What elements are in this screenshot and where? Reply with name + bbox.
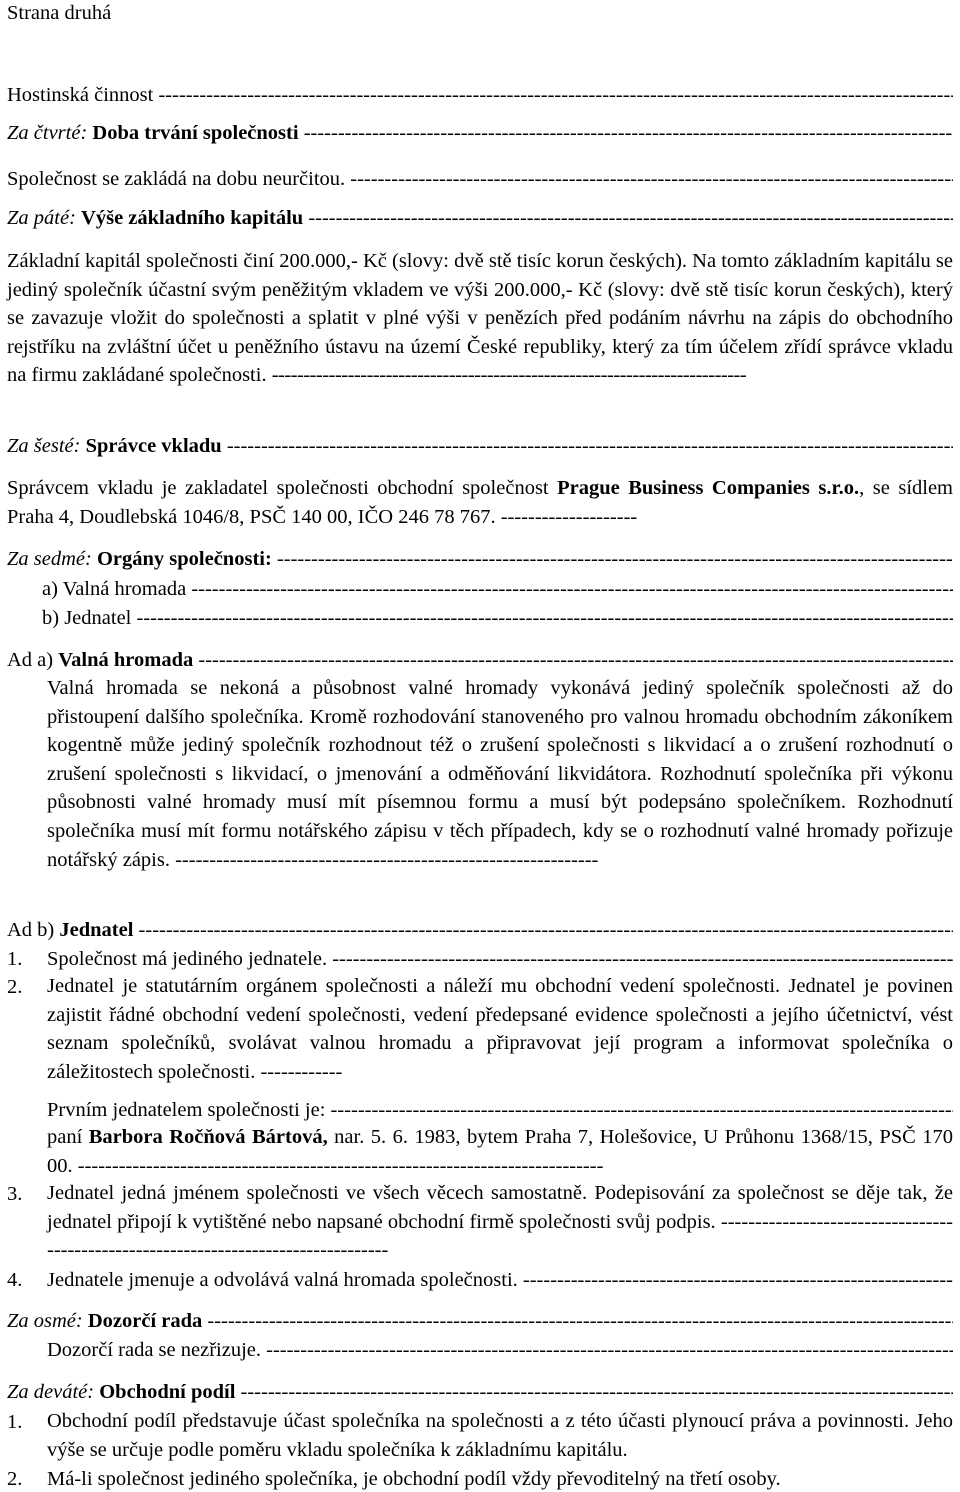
ad-b-item-3: Jednatel jedná jménem společnosti ve všech věcech samostatně. Podepisování za společnost se děje tak, že jednatel připojí k vytištěné nebo napsané obchodní firmě společnosti svůj podpis. ------------------------------------------------------------------------------------ [47, 1182, 953, 1262]
section-6-label: Za šesté: [7, 435, 81, 457]
section-4-heading [7, 120, 953, 146]
section-6-text-a: Správcem vkladu je zakladatel společnosti obchodní společnost [7, 477, 549, 499]
section-7-label: Za sedmé: [7, 548, 92, 570]
person-prefix: paní [47, 1126, 83, 1148]
section-8-text-body: Dozorčí rada se nezřizuje. [47, 1339, 261, 1361]
ad-b-item-1-text: Společnost má jediného jednatele. [47, 948, 328, 970]
section-8-text [47, 1337, 953, 1363]
director-person: paní Barbora Ročňová Bártová, nar. 5. 6. 1983, bytem Praha 7, Holešovice, U Průhonu 1368/15, PSČ 170 00. ----------------------------------------------------------------------------- [47, 1126, 954, 1177]
section-8-title: Dozorčí rada [87, 1310, 203, 1332]
ad-b-item-2-num: 2. [7, 976, 23, 998]
ad-b-item-4-text: Jednatele jmenuje a odvolává valná hromada společnosti. [47, 1269, 518, 1291]
ad-a-prefix: Ad a) [7, 649, 54, 671]
ad-b-heading [7, 917, 953, 943]
section-5-heading [7, 205, 953, 231]
person-name: Barbora Ročňová Bártová, [88, 1126, 328, 1148]
ad-b-title: Jednatel [59, 919, 134, 941]
ad-b-item-1 [47, 946, 953, 972]
section-5-text-body: Základní kapitál společnosti činí 200.000,- Kč (slovy: dvě stě tisíc korun českých). Na tomto základním kapitálu se jediný společník účastní svým peněžitým vkladem ve výši 200.000,- Kč (slovy: dvě stě tisíc korun českých), který se zavazuje vložit do společnosti a splatit v plné výši v penězích před podáním návrhu na zápis do obchodního rejstříku na zvláštní účet u peněžního ústavu na území České republiky, který za tím účelem zřídí správce vkladu na firmu zakládané společnosti. [7, 250, 953, 387]
person-details: nar. 5. 6. 1983, bytem Praha 7, Holešovice, U Průhonu 1368/15, PSČ 170 00. [47, 1126, 954, 1177]
section-6-heading [7, 433, 953, 459]
section-7-item-a-text: a) Valná hromada [42, 578, 187, 600]
section-8-label: Za osmé: [7, 1310, 83, 1332]
ad-b-item-1-num: 1. [7, 948, 23, 970]
section-6-text: Správcem vkladu je zakladatel společnosti obchodní společnost Prague Business Companies s.r.o., se sídlem Praha 4, Doudlebská 1046/8, PSČ 140 00, IČO 246 78 767. -------------------- [7, 477, 954, 528]
section-9-label: Za deváté: [7, 1381, 95, 1403]
first-director-text: Prvním jednatelem společnosti je: [47, 1099, 326, 1121]
section-4-label: Za čtvrté: [7, 122, 88, 144]
ad-b-item-2-text: Jednatel je statutárním orgánem společnosti a náleží mu obchodní vedení společnosti. Jednatel je povinen zajistit řádné obchodní vedení společnosti, vedení předepsané evidence společnosti a jejího účetnictví, vést seznam společníků, svolávat valnou hromadu a připravovat její program a informovat společníka o záležitostech společnosti. [47, 975, 953, 1083]
section-9-item-1 [47, 1407, 953, 1464]
ad-a-heading [7, 647, 953, 673]
section-7-heading [7, 546, 953, 572]
ad-b-item-3-text: Jednatel jedná jménem společnosti ve všech věcech samostatně. Podepisování za společnost se děje tak, že jednatel připojí k vytištěné nebo napsané obchodní firmě společnosti svůj podpis. [47, 1182, 953, 1233]
section-6-title: Správce vkladu [85, 435, 222, 457]
section-9-heading [7, 1379, 953, 1405]
hostinska-line [7, 82, 953, 108]
page-header: Strana druhá [7, 2, 112, 24]
section-6-text-b: , se sídlem Praha 4, Doudlebská 1046/8, PSČ 140 00, IČO 246 78 767. [7, 477, 954, 528]
section-9-item-1-text: Obchodní podíl představuje účast společníka na společnosti a z této účasti plynoucí práva a povinnosti. Jeho výše se určuje podle poměru vkladu společníka k základnímu kapitálu. [47, 1410, 953, 1461]
ad-a-title: Valná hromada [58, 649, 194, 671]
section-8-heading [7, 1308, 953, 1334]
section-7-item-b-text: b) Jednatel [42, 607, 132, 629]
section-5-text: Základní kapitál společnosti činí 200.000,- Kč (slovy: dvě stě tisíc korun českých). Na tomto základním kapitálu se jediný společník účastní svým peněžitým vkladem ve výši 200.000,- Kč (slovy: dvě stě tisíc korun českých), který se zavazuje vložit do společnosti a splatit v plné výši v penězích před podáním návrhu na zápis do obchodního rejstříku na zvláštní účet u peněžního ústavu na území České republiky, který za tím účelem zřídí správce vkladu na firmu zakládané společnosti. --------------------------------------------------------------------------- [7, 250, 953, 387]
section-7-item-a [42, 576, 953, 602]
first-director-line [47, 1097, 953, 1123]
hostinska-text: Hostinská činnost [7, 84, 154, 106]
section-9-title: Obchodní podíl [99, 1381, 236, 1403]
section-5-label: Za páté: [7, 207, 76, 229]
company-name: Prague Business Companies s.r.o. [557, 477, 860, 499]
ad-b-item-3-num: 3. [7, 1183, 23, 1205]
ad-b-item-4 [47, 1267, 953, 1293]
section-4-text [7, 166, 953, 192]
section-7-item-b [42, 605, 953, 631]
ad-a-text-body: Valná hromada se nekoná a působnost valné hromady vykonává jediný společník společnosti až do přistoupení dalšího společníka. Kromě rozhodování stanoveného pro valnou hromadu obchodním zákoníkem kogentně může jediný společník rozhodnout též o zrušení společnosti s likvidací a o zrušení rozhodnutí o zrušení společnosti s likvidací, o jmenování a odměňování likvidátora. Rozhodnutí společníka při výkonu působnosti valné hromady musí mít písemnou formu a musí být podepsáno společníkem. Rozhodnutí společníka musí mít formu notářského zápisu v těch případech, kdy se o rozhodnutí valné hromady pořizuje notářský zápis. [47, 677, 953, 871]
section-7-title: Orgány společnosti: [96, 548, 272, 570]
section-9-item-1-num: 1. [7, 1411, 23, 1433]
section-5-title: Výše základního kapitálu [81, 207, 304, 229]
section-4-text-body: Společnost se zakládá na dobu neurčitou. [7, 168, 346, 190]
section-9-item-2: Má-li společnost jediného společníka, je obchodní podíl vždy převoditelný na třetí osoby. [47, 1468, 781, 1490]
section-4-title: Doba trvání společnosti [92, 122, 299, 144]
ad-b-prefix: Ad b) [7, 919, 55, 941]
ad-b-item-2: Jednatel je statutárním orgánem společnosti a náleží mu obchodní vedení společnosti. Jednatel je povinen zajistit řádné obchodní vedení společnosti, vedení předepsané evidence společnosti a jejího účetnictví, vést seznam společníků, svolávat valnou hromadu a připravovat její program a informovat společníka o záležitostech společnosti. ------------ [47, 975, 953, 1083]
ad-a-text: Valná hromada se nekoná a působnost valné hromady vykonává jediný společník společnosti až do přistoupení dalšího společníka. Kromě rozhodování stanoveného pro valnou hromadu obchodním zákoníkem kogentně může jediný společník rozhodnout též o zrušení společnosti s likvidací a o zrušení rozhodnutí o zrušení společnosti s likvidací, o jmenování a odměňování likvidátora. Rozhodnutí společníka při výkonu působnosti valné hromady musí mít písemnou formu a musí být podepsáno společníkem. Rozhodnutí společníka musí mít formu notářského zápisu v těch případech, kdy se o rozhodnutí valné hromady pořizuje notářský zápis. -------------------------------------------------------------- [47, 677, 953, 871]
ad-b-item-4-num: 4. [7, 1269, 23, 1291]
section-9-item-2-num: 2. [7, 1468, 23, 1490]
